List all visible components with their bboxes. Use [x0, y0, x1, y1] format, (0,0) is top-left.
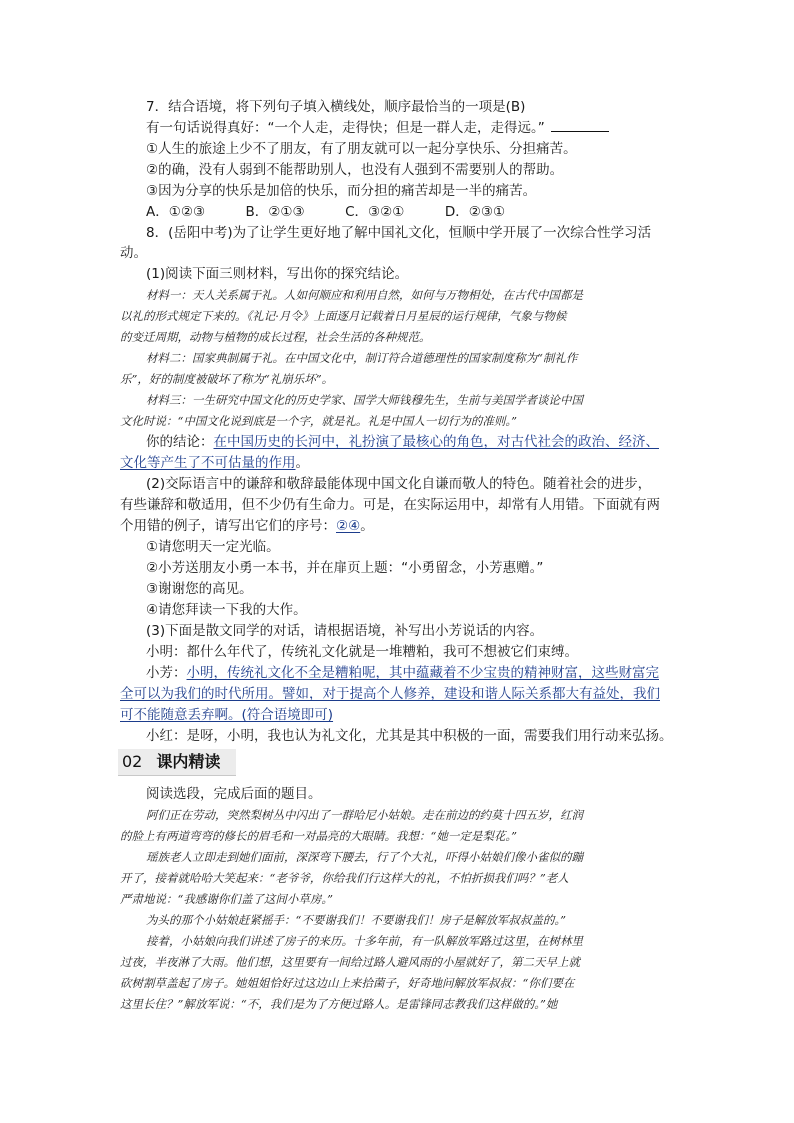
dialog-xiaoming: 小明：都什么年代了，传统礼文化就是一堆糟粕，我可不想被它们束缚。: [146, 644, 578, 660]
material-1-line: 的变迁周期，动物与植物的成长过程，社会生活的各种规范。: [120, 330, 431, 344]
xiaofang-answer-line: [120, 684, 676, 704]
passage-line: 这里长住？”解放军说：“不，我们是为了方便过路人。是雷锋同志教我们这样做的。”她: [120, 997, 558, 1011]
part2-prompt: (2)交际语言中的谦辞和敬辞最能体现中国文化自谦而敬人的特色。随着社会的进步，: [146, 476, 652, 492]
part2-end: 。: [360, 518, 374, 534]
q8-stem-cont: 动。: [120, 245, 147, 261]
xiaofang-label: 小芳：: [146, 665, 187, 681]
xiaofang-answer-line: [120, 705, 676, 725]
passage-line: 接着，小姑娘向我们讲述了房子的来历。十多年前，有一队解放军路过这里，在树林里: [146, 934, 583, 948]
dialog-xiaofang: [146, 663, 676, 683]
conclusion-line: [146, 432, 676, 452]
material-3-line: 文化时说：“中国文化说到底是一个字，就是礼。礼是中国人一切行为的准则。”: [120, 414, 518, 428]
conclusion-answer: 在中国历史的长河中，礼扮演了最核心的角色，对古代社会的政治、经济、: [213, 434, 659, 450]
section-number: 02: [122, 752, 143, 771]
passage-line: 过夜，半夜淋了大雨。他们想，这里要有一间给过路人避风雨的小屋就好了，第二天早上就: [120, 955, 580, 969]
q8-part1-prompt: (1)阅读下面三则材料，写出你的探究结论。: [146, 266, 409, 282]
material-2-line: 乐”，好的制度被破坏了称为“礼崩乐坏”。: [120, 372, 334, 386]
conclusion-end: 。: [295, 455, 309, 471]
material-3-line: 材料三：一生研究中国文化的历史学家、国学大师钱穆先生，生前与美国学者谈论中国: [146, 393, 583, 407]
xiaofang-answer-cont: 可不能随意丢弃啊。(符合语境即可): [120, 707, 334, 723]
example-2: ②小芳送朋友小勇一本书，并在扉页上题：“小勇留念，小芳惠赠。”: [146, 560, 544, 576]
material-2-line: 材料二：国家典制属于礼。在中国文化中，制订符合道德理性的国家制度称为“制礼作: [146, 351, 578, 365]
passage-line: 严肃地说：“我感谢你们盖了这间小草房。”: [120, 892, 334, 906]
q7-sentence-2: ②的确，没有人弱到不能帮助别人，也没有人强到不需要别人的帮助。: [146, 162, 564, 178]
conclusion-label: 你的结论：: [146, 434, 214, 450]
material-1-line: 材料一：天人关系属于礼。人如何顺应和利用自然，如何与万物相处，在古代中国都是: [146, 288, 583, 302]
conclusion-line-2: [120, 453, 676, 473]
q7-answer-blank: [551, 119, 609, 132]
q7-stem: 7．结合语境，将下列句子填入横线处，顺序最恰当的一项是(B): [146, 99, 526, 115]
q8-stem: 8．(岳阳中考)为了让学生更好地了解中国礼文化，恒顺中学开展了一次综合性学习活: [146, 225, 652, 241]
section-title: 课内精读: [156, 752, 221, 771]
part2-question: 个用错的例子，请写出它们的序号：: [120, 518, 336, 534]
passage-line: 砍树割草盖起了房子。她姐姐恰好过这边山上来拾菌子，好奇地问解放军叔叔：“你们要在: [120, 976, 575, 990]
xiaofang-answer-cont: 全可以为我们的时代所用。譬如，对于提高个人修养，建设和谐人际关系都大有益处，我们: [120, 686, 660, 702]
passage-line: 为头的那个小姑娘赶紧摇手：“不要谢我们！不要谢我们！房子是解放军叔叔盖的。”: [146, 913, 567, 927]
q7-quote: [146, 118, 676, 138]
material-1-line: 以礼的形式规定下来的。《礼记·月令》上面逐月记载着日月星辰的运行规律，气象与物候: [120, 309, 567, 323]
section-header: [118, 749, 236, 776]
part3-prompt: (3)下面是散文同学的对话，请根据语境，补写出小芳说话的内容。: [146, 623, 544, 639]
passage-line: 瑶族老人立即走到她们面前，深深弯下腰去，行了个大礼，吓得小姑娘们像小雀似的蹦: [146, 850, 583, 864]
part2-prompt-cont: 有些谦辞和敬适用，但不少仍有生命力。可是，在实际运用中，却常有人用错。下面就有两: [120, 497, 660, 513]
example-3: ③谢谢您的高见。: [146, 581, 253, 597]
part2-prompt-cont: [120, 516, 676, 536]
q7-options: A．①②③ B．②①③ C．③②① D．②③①: [146, 204, 506, 220]
passage-line: 开了，接着就哈哈大笑起来：“老爷爷，你给我们行这样大的礼，不怕折损我们吗？”老人: [120, 871, 569, 885]
conclusion-answer-cont: 文化等产生了不可估量的作用: [120, 455, 296, 471]
q7-sentence-3: ③因为分享的快乐是加倍的快乐，而分担的痛苦却是一半的痛苦。: [146, 183, 537, 199]
q7-quote-text: 有一句话说得真好：“一个人走，走得快；但是一群人走，走得远。”: [146, 120, 545, 136]
passage-line: 的脸上有两道弯弯的修长的眉毛和一对晶亮的大眼睛。我想：“她一定是梨花。”: [120, 829, 518, 843]
q7-sentence-1: ①人生的旅途上少不了朋友，有了朋友就可以一起分享快乐、分担痛苦。: [146, 141, 577, 157]
passage-line: 阿们正在劳动，突然梨树丛中闪出了一群哈尼小姑娘。走在前边的约莫十四五岁，红润: [146, 808, 583, 822]
part2-answer: ②④: [336, 518, 361, 534]
dialog-xiaohong: 小红：是呀，小明，我也认为礼文化，尤其是其中积极的一面，需要我们用行动来弘扬。: [146, 728, 673, 744]
xiaofang-answer: 小明，传统礼文化不全是糟粕呢，其中蕴藏着不少宝贵的精神财富，这些财富完: [186, 665, 659, 681]
example-1: ①请您明天一定光临。: [146, 539, 280, 555]
reading-intro: 阅读选段，完成后面的题目。: [146, 786, 322, 802]
example-4: ④请您拜读一下我的大作。: [146, 602, 307, 618]
